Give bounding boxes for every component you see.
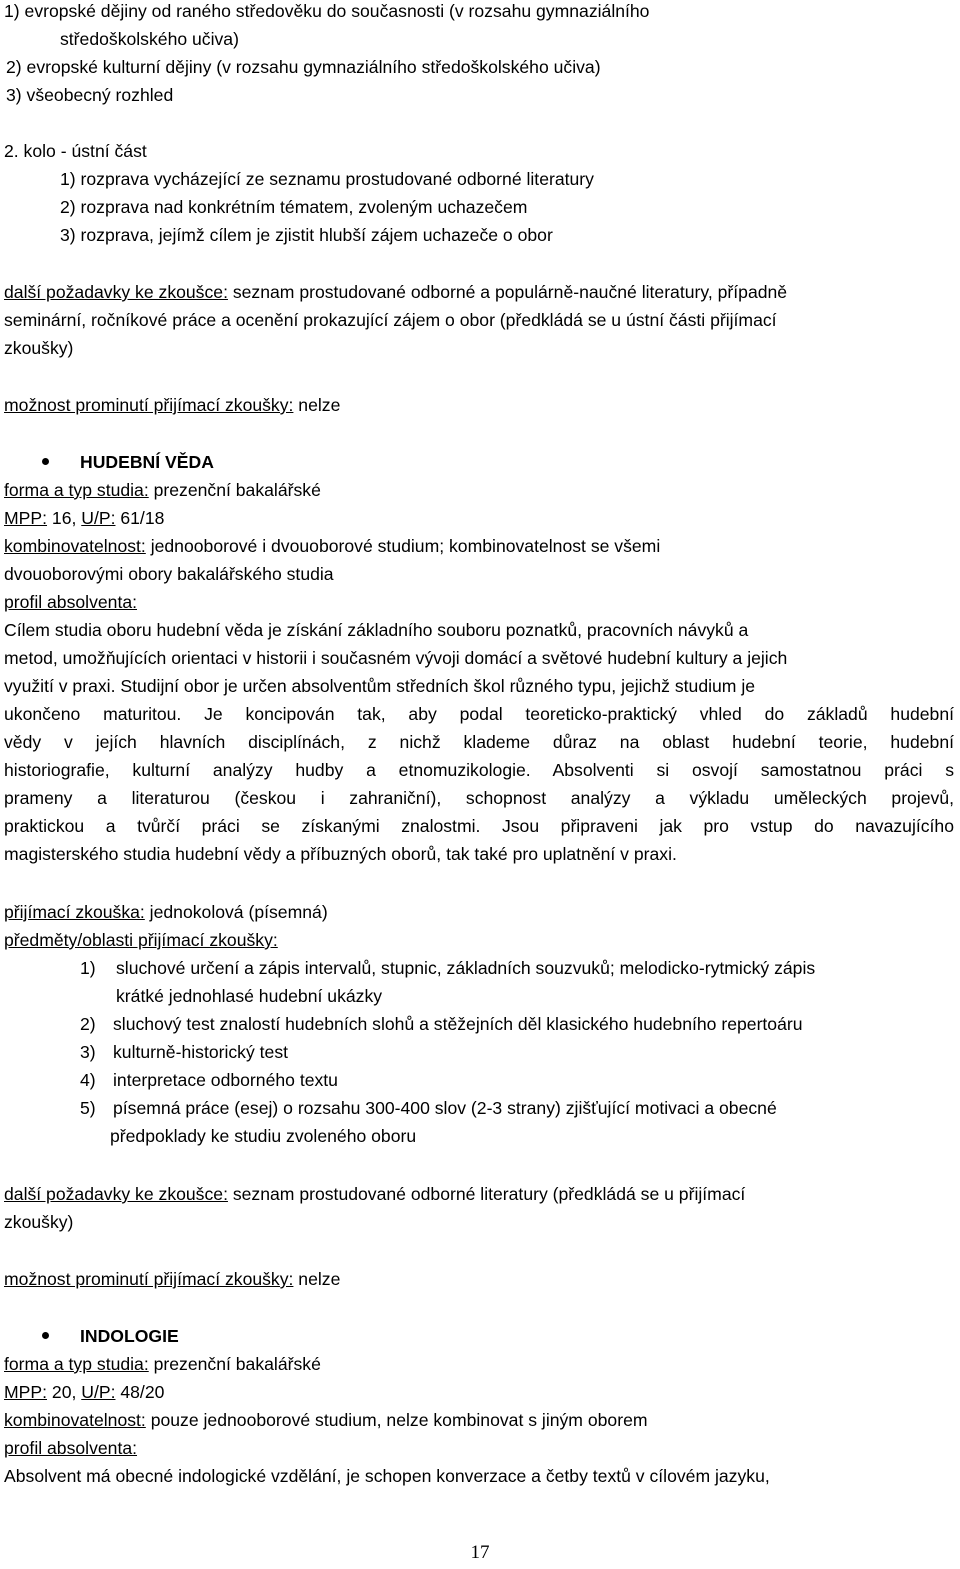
round2-item-3: 3) rozprava, jejímž cílem je zjistit hlubší zájem uchazeče o obor	[60, 225, 553, 245]
extra-requirements-line-1	[4, 278, 787, 306]
intro-item-1-cont: středoškolského učiva)	[60, 29, 239, 49]
extra-requirements-line-2: seminární, ročníkové práce a ocenění prokazující zájem o obor (předkládá se u ústní části přijímací	[4, 310, 777, 330]
combinability-line-2: dvouoborovými obory bakalářského studia	[4, 564, 334, 584]
waiver-value: nelze	[293, 1269, 341, 1289]
intro-item-3: 3) všeobecný rozhled	[6, 85, 174, 105]
mpp-value: 20,	[47, 1382, 82, 1402]
waiver-line	[4, 1265, 340, 1293]
subject-text: krátké jednohlasé hudební ukázky	[116, 986, 383, 1006]
subject-text: sluchový test znalostí hudebních slohů a stěžejních děl klasického hudebního repertoáru	[113, 1014, 803, 1034]
extra-requirements-text: seznam prostudované odborné a populárně-naučné literatury, případně	[227, 282, 788, 302]
combinability-line	[4, 532, 660, 560]
waiver-line	[4, 391, 340, 419]
up-label: U/P:	[81, 1382, 116, 1402]
profile-line: metod, umožňujících orientaci v historii i současném vývoji domácí a světové hudební kultury a jejich	[4, 648, 788, 668]
extra-requirements-line-1	[4, 1180, 745, 1208]
subject-text: kulturně-historický test	[113, 1042, 289, 1062]
subject-text: interpretace odborného textu	[113, 1070, 338, 1090]
profile-line: ukončeno maturitou. Je koncipován tak, aby podal teoreticko-praktický vhled do základů hudební	[4, 704, 954, 724]
section-title-hudebni-veda: HUDEBNÍ VĚDA	[80, 452, 214, 472]
mpp-line	[4, 1378, 164, 1406]
extra-requirements-label: další požadavky ke zkoušce:	[4, 282, 228, 302]
profile-line: Cílem studia oboru hudební věda je získání základního souboru poznatků, pracovních návyků a	[4, 620, 749, 640]
study-form-value: prezenční bakalářské	[148, 480, 321, 500]
up-label: U/P:	[81, 508, 116, 528]
round2-heading: 2. kolo - ústní část	[4, 141, 147, 161]
mpp-line	[4, 504, 164, 532]
waiver-label: možnost prominutí přijímací zkoušky:	[4, 1269, 294, 1289]
extra-requirements-line-3: zkoušky)	[4, 338, 74, 358]
graduate-profile-label: profil absolventa:	[4, 1438, 138, 1458]
extra-requirements-label: další požadavky ke zkoušce:	[4, 1184, 228, 1204]
page-number: 17	[470, 1542, 490, 1563]
profile-line: prameny a literaturou (českou i zahraniční), schopnost analýzy a výkladu uměleckých projevů,	[4, 788, 954, 808]
profile-line: historiografie, kulturní analýzy hudby a etnomuzikologie. Absolventi si osvojí samostatnou práci s	[4, 760, 954, 780]
round2-item-1: 1) rozprava vycházející ze seznamu prostudované odborné literatury	[60, 169, 594, 189]
profile-line: vědy v jejích hlavních disciplínách, z nichž klademe důraz na oblast hudební teorie, hudební	[4, 732, 954, 752]
subject-number: 2)	[80, 1014, 96, 1034]
subject-text: předpoklady ke studiu zvoleného oboru	[110, 1126, 417, 1146]
combinability-label: kombinovatelnost:	[4, 1410, 146, 1430]
study-form-line	[4, 476, 321, 504]
combinability-line	[4, 1406, 648, 1434]
subject-number: 4)	[80, 1070, 96, 1090]
entrance-exam-value: jednokolová (písemná)	[144, 902, 328, 922]
study-form-label: forma a typ studia:	[4, 480, 149, 500]
extra-requirements-line-2: zkoušky)	[4, 1212, 74, 1232]
subject-text: písemná práce (esej) o rozsahu 300-400 slov (2-3 strany) zjišťující motivaci a obecné	[113, 1098, 777, 1118]
profile-line: využití v praxi. Studijní obor je určen absolventům středních škol různého typu, jejichž studium je	[4, 676, 756, 696]
study-form-value: prezenční bakalářské	[148, 1354, 321, 1374]
profile-line: magisterského studia hudební vědy a příbuzných oborů, tak také pro uplatnění v praxi.	[4, 844, 677, 864]
bullet-icon	[42, 458, 49, 465]
exam-subjects-label: předměty/oblasti přijímací zkoušky:	[4, 930, 278, 950]
subject-number: 3)	[80, 1042, 96, 1062]
entrance-exam-label: přijímací zkouška:	[4, 902, 145, 922]
extra-requirements-text: seznam prostudované odborné literatury (předkládá se u přijímací	[227, 1184, 746, 1204]
waiver-value: nelze	[293, 395, 341, 415]
up-value: 48/20	[115, 1382, 165, 1402]
section-title-indologie: INDOLOGIE	[80, 1326, 179, 1346]
study-form-label: forma a typ studia:	[4, 1354, 149, 1374]
entrance-exam-line	[4, 898, 328, 926]
subject-text: sluchové určení a zápis intervalů, stupnic, základních souzvuků; melodicko-rytmický zápis	[116, 958, 816, 978]
profile-line: praktickou a tvůrčí práci se získanými znalostmi. Jsou připraveni jak pro vstup do navazujícího	[4, 816, 954, 836]
bullet-icon	[42, 1332, 49, 1339]
intro-item-1: 1) evropské dějiny od raného středověku do současnosti (v rozsahu gymnaziálního	[4, 1, 650, 21]
mpp-value: 16,	[47, 508, 82, 528]
round2-item-2: 2) rozprava nad konkrétním tématem, zvoleným uchazečem	[60, 197, 528, 217]
intro-item-2: 2) evropské kulturní dějiny (v rozsahu gymnaziálního středoškolského učiva)	[6, 57, 601, 77]
profile-line: Absolvent má obecné indologické vzdělání, je schopen konverzace a četby textů v cílovém jazyku,	[4, 1466, 770, 1486]
up-value: 61/18	[115, 508, 165, 528]
waiver-label: možnost prominutí přijímací zkoušky:	[4, 395, 294, 415]
combinability-value: jednooborové i dvouoborové studium; kombinovatelnost se všemi	[145, 536, 661, 556]
subject-number: 5)	[80, 1098, 96, 1118]
study-form-line	[4, 1350, 321, 1378]
combinability-value: pouze jednooborové studium, nelze kombinovat s jiným oborem	[145, 1410, 648, 1430]
combinability-label: kombinovatelnost:	[4, 536, 146, 556]
mpp-label: MPP:	[4, 1382, 48, 1402]
mpp-label: MPP:	[4, 508, 48, 528]
subject-number: 1)	[80, 958, 96, 978]
graduate-profile-label: profil absolventa:	[4, 592, 138, 612]
